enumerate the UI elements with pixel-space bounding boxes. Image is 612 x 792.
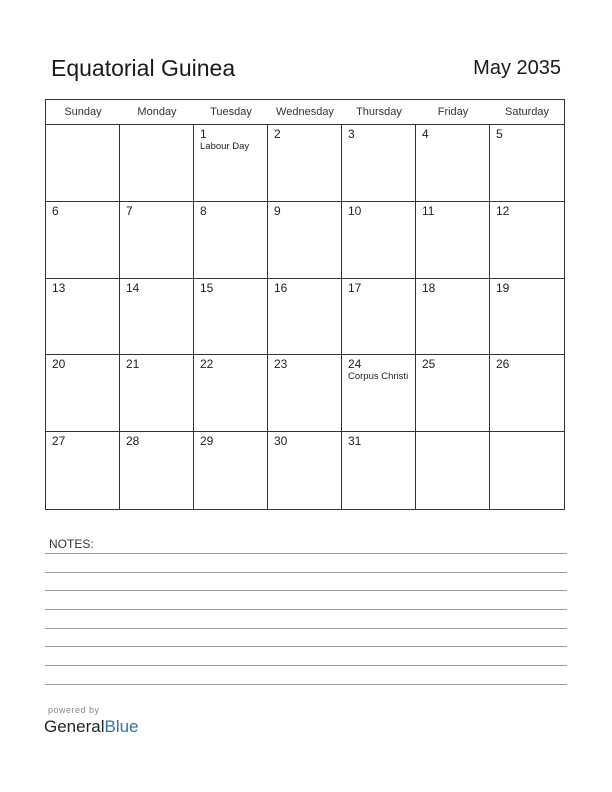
day-cell-11 bbox=[416, 202, 490, 279]
note-line bbox=[45, 590, 567, 591]
day-cell-7 bbox=[120, 202, 194, 279]
day-number: 9 bbox=[274, 203, 281, 218]
brand-general: General bbox=[44, 717, 105, 736]
day-number: 21 bbox=[126, 357, 140, 372]
calendar-body bbox=[46, 125, 564, 509]
day-cell-20 bbox=[46, 355, 120, 432]
calendar-grid bbox=[45, 99, 565, 510]
notes-label: NOTES: bbox=[49, 537, 94, 551]
day-number: 3 bbox=[348, 127, 355, 141]
note-line bbox=[45, 646, 567, 647]
day-cell-18 bbox=[416, 279, 490, 356]
powered-by-text: powered by bbox=[48, 705, 100, 715]
day-cell-27 bbox=[46, 432, 120, 509]
weekday-tuesday: Tuesday bbox=[210, 106, 252, 118]
day-cell-31 bbox=[342, 432, 416, 509]
day-number: 4 bbox=[422, 127, 429, 141]
note-line bbox=[45, 572, 567, 573]
day-cell-1 bbox=[194, 125, 268, 202]
day-cell-22 bbox=[194, 355, 268, 432]
weekday-wednesday: Wednesday bbox=[276, 106, 334, 118]
day-number: 13 bbox=[52, 280, 66, 295]
generalblue-logo bbox=[44, 717, 139, 737]
day-number: 14 bbox=[126, 280, 140, 295]
day-cell-17 bbox=[342, 279, 416, 356]
weekday-saturday: Saturday bbox=[504, 106, 550, 118]
holiday-label: Labour Day bbox=[200, 141, 250, 152]
note-line bbox=[45, 665, 567, 666]
day-number: 29 bbox=[200, 434, 214, 449]
day-number: 7 bbox=[126, 203, 133, 218]
day-cell-23 bbox=[268, 355, 342, 432]
day-cell-9 bbox=[268, 202, 342, 279]
day-number: 15 bbox=[200, 280, 214, 295]
day-cell-2 bbox=[268, 125, 342, 202]
month-title: May 2035 bbox=[473, 57, 561, 79]
holiday-label: Corpus Christi bbox=[348, 371, 409, 383]
day-number: 10 bbox=[348, 203, 362, 218]
day-number: 24 bbox=[348, 357, 362, 372]
day-number: 25 bbox=[422, 357, 436, 372]
day-number: 11 bbox=[422, 203, 435, 218]
note-line bbox=[45, 553, 567, 554]
empty-day-cell bbox=[120, 125, 194, 202]
day-number: 16 bbox=[274, 280, 288, 295]
day-cell-21 bbox=[120, 355, 194, 432]
day-number: 31 bbox=[348, 434, 362, 449]
day-number: 17 bbox=[348, 280, 362, 295]
day-cell-30 bbox=[268, 432, 342, 509]
day-cell-16 bbox=[268, 279, 342, 356]
day-cell-25 bbox=[416, 355, 490, 432]
day-cell-8 bbox=[194, 202, 268, 279]
day-cell-4 bbox=[416, 125, 490, 202]
day-cell-19 bbox=[490, 279, 564, 356]
day-cell-28 bbox=[120, 432, 194, 509]
day-cell-12 bbox=[490, 202, 564, 279]
day-cell-13 bbox=[46, 279, 120, 356]
day-number: 28 bbox=[126, 434, 140, 449]
weekday-sunday: Sunday bbox=[64, 106, 102, 118]
day-number: 26 bbox=[496, 357, 510, 372]
day-number: 5 bbox=[496, 127, 503, 141]
day-number: 23 bbox=[274, 357, 288, 372]
empty-day-cell bbox=[490, 432, 564, 509]
note-line bbox=[45, 628, 567, 629]
day-cell-10 bbox=[342, 202, 416, 279]
weekday-monday: Monday bbox=[137, 106, 177, 118]
day-number: 30 bbox=[274, 434, 288, 449]
country-title: Equatorial Guinea bbox=[51, 55, 236, 81]
day-number: 2 bbox=[274, 127, 281, 141]
weekday-header-row bbox=[46, 100, 564, 125]
day-number: 19 bbox=[496, 280, 510, 295]
day-number: 6 bbox=[52, 203, 59, 218]
day-number: 22 bbox=[200, 357, 214, 372]
day-number: 8 bbox=[200, 203, 207, 218]
day-number: 18 bbox=[422, 280, 436, 295]
empty-day-cell bbox=[416, 432, 490, 509]
day-cell-29 bbox=[194, 432, 268, 509]
note-line bbox=[45, 609, 567, 610]
day-cell-14 bbox=[120, 279, 194, 356]
day-cell-26 bbox=[490, 355, 564, 432]
day-number: 20 bbox=[52, 357, 66, 372]
weekday-friday: Friday bbox=[437, 106, 469, 118]
day-cell-15 bbox=[194, 279, 268, 356]
note-line bbox=[45, 684, 567, 685]
day-cell-5 bbox=[490, 125, 564, 202]
day-number: 27 bbox=[52, 434, 66, 449]
empty-day-cell bbox=[46, 125, 120, 202]
day-cell-24 bbox=[342, 355, 416, 432]
day-number: 12 bbox=[496, 203, 510, 218]
day-cell-6 bbox=[46, 202, 120, 279]
day-cell-3 bbox=[342, 125, 416, 202]
brand-blue: Blue bbox=[104, 717, 139, 736]
day-number: 1 bbox=[200, 127, 207, 141]
weekday-thursday: Thursday bbox=[356, 106, 402, 118]
